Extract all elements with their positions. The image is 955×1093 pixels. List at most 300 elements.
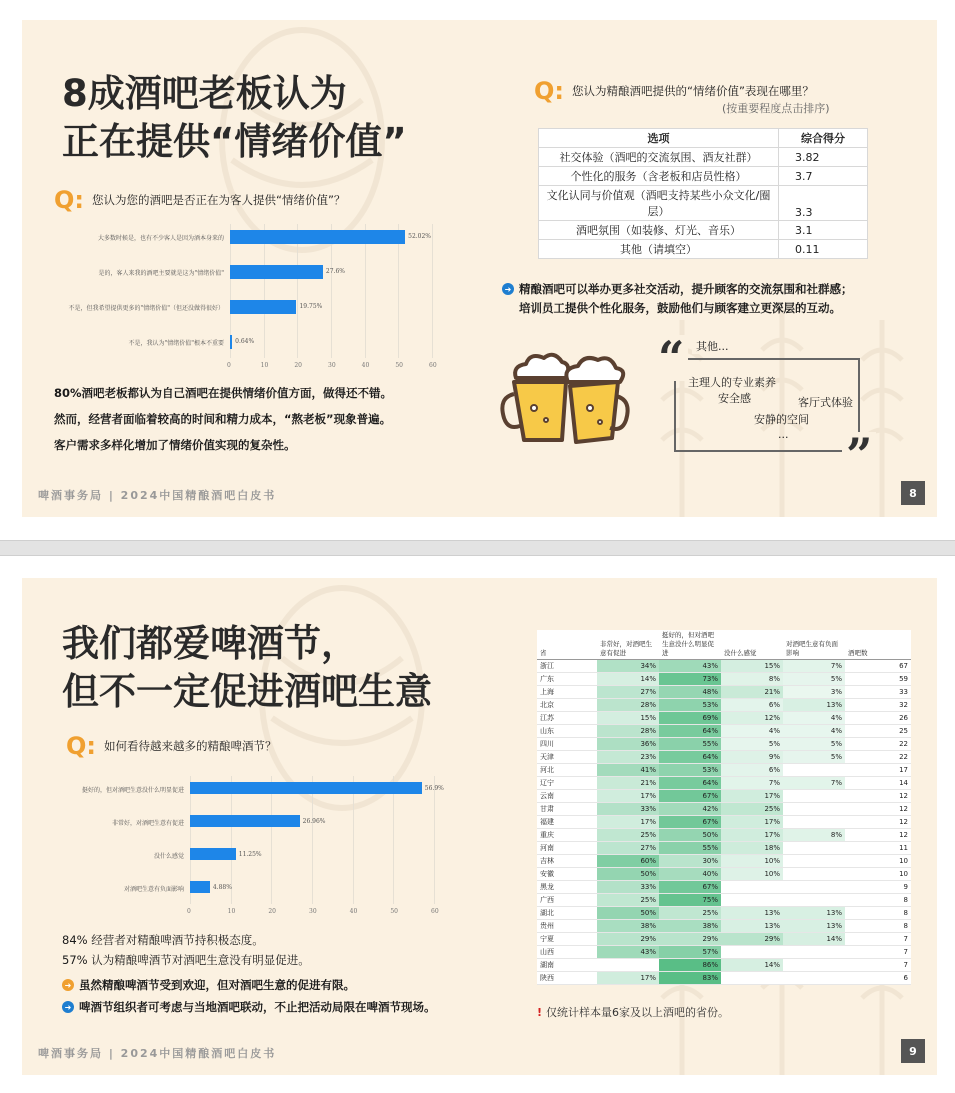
score-table bbox=[538, 128, 868, 259]
pct-cell bbox=[783, 959, 845, 972]
title-line-1: 我们都爱啤酒节， bbox=[62, 622, 358, 665]
bar bbox=[190, 848, 236, 860]
province-cell: 江苏 bbox=[537, 712, 597, 725]
province-cell: 天津 bbox=[537, 751, 597, 764]
count-cell: 33 bbox=[845, 686, 911, 699]
category-label: 不是，但我希望提供更多的"情绪价值"（但还没做得很好） bbox=[68, 305, 224, 312]
quote-word: 其他... bbox=[692, 338, 733, 354]
table-row bbox=[537, 881, 911, 894]
pct-cell: 13% bbox=[783, 907, 845, 920]
summary-text bbox=[62, 930, 310, 970]
page-title bbox=[62, 70, 407, 166]
pct-cell: 29% bbox=[597, 933, 659, 946]
x-tick-label: 10 bbox=[227, 908, 236, 915]
pct-cell bbox=[783, 816, 845, 829]
header-option: 选项 bbox=[539, 129, 779, 148]
pct-cell: 55% bbox=[659, 738, 721, 751]
pct-cell: 5% bbox=[783, 673, 845, 686]
pct-cell: 5% bbox=[721, 738, 783, 751]
bar bbox=[230, 230, 405, 244]
summary-line: 客户需求多样化增加了情绪价值实现的复杂性。 bbox=[54, 438, 296, 452]
table-row bbox=[537, 803, 911, 816]
count-cell: 10 bbox=[845, 855, 911, 868]
count-cell: 59 bbox=[845, 673, 911, 686]
gridline bbox=[434, 776, 435, 904]
province-cell: 安徽 bbox=[537, 868, 597, 881]
quote-open-icon: “ bbox=[654, 335, 688, 381]
province-cell: 广东 bbox=[537, 673, 597, 686]
table-row bbox=[537, 842, 911, 855]
quote-close-icon: ” bbox=[842, 432, 876, 478]
pct-cell: 18% bbox=[721, 842, 783, 855]
question-block bbox=[54, 186, 345, 214]
x-tick-label: 20 bbox=[268, 908, 276, 915]
pct-cell: 8% bbox=[783, 829, 845, 842]
pct-cell: 17% bbox=[721, 790, 783, 803]
pct-cell bbox=[721, 946, 783, 959]
pct-cell: 23% bbox=[597, 751, 659, 764]
x-tick-label: 0 bbox=[227, 362, 231, 369]
table-row bbox=[537, 686, 911, 699]
beer-cheers-icon bbox=[496, 338, 636, 450]
title-line-2: 但不一定促进酒吧生意 bbox=[62, 670, 432, 713]
pct-cell: 4% bbox=[783, 712, 845, 725]
pct-cell: 13% bbox=[783, 699, 845, 712]
pct-cell: 83% bbox=[659, 972, 721, 985]
table-row bbox=[537, 907, 911, 920]
option-cell: 文化认同与价值观（酒吧支持某些小众文化/圈层） bbox=[539, 186, 779, 221]
q-mark: Q: bbox=[534, 77, 564, 105]
pct-cell: 5% bbox=[783, 751, 845, 764]
header-negative: 对酒吧生意有负面影响 bbox=[783, 630, 845, 660]
pct-cell: 7% bbox=[721, 777, 783, 790]
pct-cell: 12% bbox=[721, 712, 783, 725]
x-tick-label: 50 bbox=[395, 362, 403, 369]
warning-icon: ! bbox=[537, 1006, 543, 1019]
slide-9 bbox=[22, 578, 937, 1075]
summary-line: 80%酒吧老板都认为自己酒吧在提供情绪价值方面，做得还不错。 bbox=[54, 386, 393, 400]
table-row bbox=[537, 660, 911, 673]
bar-value-label: 27.6% bbox=[325, 268, 345, 275]
table-row bbox=[537, 933, 911, 946]
pct-cell: 64% bbox=[659, 725, 721, 738]
gridline bbox=[398, 224, 399, 358]
header-no-feeling: 没什么感觉 bbox=[721, 630, 783, 660]
quote-word: 安全感 bbox=[718, 392, 751, 405]
province-cell: 吉林 bbox=[537, 855, 597, 868]
pct-cell: 15% bbox=[597, 712, 659, 725]
bullet-item bbox=[62, 976, 355, 995]
pct-cell: 25% bbox=[659, 907, 721, 920]
header-province: 省 bbox=[537, 630, 597, 660]
title-line-1: 8成酒吧老板认为 bbox=[62, 72, 347, 115]
pct-cell bbox=[721, 972, 783, 985]
pct-cell: 53% bbox=[659, 699, 721, 712]
bar bbox=[230, 335, 232, 349]
table-row bbox=[537, 777, 911, 790]
pct-cell: 10% bbox=[721, 855, 783, 868]
bar bbox=[230, 265, 323, 279]
count-cell: 12 bbox=[845, 790, 911, 803]
pct-cell: 27% bbox=[597, 686, 659, 699]
pct-cell: 25% bbox=[721, 803, 783, 816]
pct-cell: 7% bbox=[783, 660, 845, 673]
count-cell: 17 bbox=[845, 764, 911, 777]
category-label: 非常好，对酒吧生意有促进 bbox=[111, 820, 184, 827]
summary-line: 然而，经营者面临着较高的时间和精力成本，“熬老板”现象普遍。 bbox=[54, 412, 392, 426]
count-cell: 6 bbox=[845, 972, 911, 985]
right-question-text: 您认为精酿酒吧提供的“情绪价值”表现在哪里？ bbox=[572, 84, 814, 98]
pct-cell: 4% bbox=[721, 725, 783, 738]
bar-value-label: 52.02% bbox=[408, 233, 432, 240]
gridline bbox=[432, 224, 433, 358]
page-number: 8 bbox=[901, 481, 925, 505]
count-cell: 67 bbox=[845, 660, 911, 673]
pct-cell: 10% bbox=[721, 868, 783, 881]
pct-cell: 9% bbox=[721, 751, 783, 764]
table-row bbox=[537, 751, 911, 764]
pct-cell: 36% bbox=[597, 738, 659, 751]
pct-cell: 17% bbox=[597, 816, 659, 829]
province-cell: 四川 bbox=[537, 738, 597, 751]
pct-cell: 67% bbox=[659, 881, 721, 894]
pct-cell: 3% bbox=[783, 686, 845, 699]
pct-cell bbox=[721, 881, 783, 894]
score-cell: 3.1 bbox=[779, 221, 868, 240]
pct-cell: 86% bbox=[659, 959, 721, 972]
count-cell: 22 bbox=[845, 751, 911, 764]
pct-cell: 43% bbox=[597, 946, 659, 959]
pct-cell: 29% bbox=[721, 933, 783, 946]
pct-cell: 15% bbox=[721, 660, 783, 673]
table-row bbox=[537, 738, 911, 751]
count-cell: 22 bbox=[845, 738, 911, 751]
pct-cell: 30% bbox=[659, 855, 721, 868]
gridline bbox=[365, 224, 366, 358]
footnote-text: 仅统计样本量6家及以上酒吧的省份。 bbox=[546, 1006, 730, 1019]
bar-value-label: 4.88% bbox=[212, 884, 232, 891]
province-cell: 湖北 bbox=[537, 907, 597, 920]
score-cell: 3.82 bbox=[779, 148, 868, 167]
q-mark: Q: bbox=[54, 186, 84, 214]
pct-cell: 50% bbox=[659, 829, 721, 842]
province-cell: 黑龙 bbox=[537, 881, 597, 894]
pct-cell: 28% bbox=[597, 725, 659, 738]
page-title bbox=[62, 620, 432, 716]
bar-value-label: 19.75% bbox=[299, 303, 323, 310]
x-tick-label: 40 bbox=[349, 908, 358, 915]
pct-cell bbox=[721, 894, 783, 907]
x-tick-label: 30 bbox=[328, 362, 336, 369]
count-cell: 10 bbox=[845, 868, 911, 881]
count-cell: 11 bbox=[845, 842, 911, 855]
pct-cell: 41% bbox=[597, 764, 659, 777]
pct-cell bbox=[783, 842, 845, 855]
bar bbox=[190, 782, 422, 794]
bullet-text: 虽然精酿啤酒节受到欢迎，但对酒吧生意的促进有限。 bbox=[79, 978, 355, 992]
pct-cell bbox=[783, 790, 845, 803]
gridline bbox=[353, 776, 354, 904]
q-mark: Q: bbox=[66, 732, 96, 760]
pct-cell: 6% bbox=[721, 699, 783, 712]
pct-cell: 57% bbox=[659, 946, 721, 959]
province-cell: 宁夏 bbox=[537, 933, 597, 946]
table-row bbox=[539, 186, 868, 221]
pct-cell: 64% bbox=[659, 777, 721, 790]
header-good-no-effect: 挺好的，但对酒吧生意没什么明显促进 bbox=[659, 630, 721, 660]
pct-cell: 48% bbox=[659, 686, 721, 699]
count-cell: 8 bbox=[845, 920, 911, 933]
bullet-text: 啤酒节组织者可考虑与当地酒吧联动，不止把活动局限在啤酒节现场。 bbox=[79, 1000, 436, 1014]
province-cell: 重庆 bbox=[537, 829, 597, 842]
province-cell: 贵州 bbox=[537, 920, 597, 933]
count-cell: 26 bbox=[845, 712, 911, 725]
pct-cell bbox=[783, 868, 845, 881]
gridline bbox=[312, 776, 313, 904]
option-cell: 其他（请填空） bbox=[539, 240, 779, 259]
province-cell: 北京 bbox=[537, 699, 597, 712]
option-cell: 社交体验（酒吧的交流氛围、酒友社群） bbox=[539, 148, 779, 167]
quote-word: 安静的空间 bbox=[754, 413, 809, 426]
category-label: 没什么感觉 bbox=[153, 853, 184, 860]
pct-cell: 14% bbox=[721, 959, 783, 972]
x-tick-label: 0 bbox=[187, 908, 191, 915]
pct-cell: 17% bbox=[721, 829, 783, 842]
gridline bbox=[393, 776, 394, 904]
table-row bbox=[539, 240, 868, 259]
pct-cell: 21% bbox=[721, 686, 783, 699]
x-tick-label: 40 bbox=[361, 362, 370, 369]
x-tick-label: 60 bbox=[429, 362, 437, 369]
pct-cell: 25% bbox=[597, 894, 659, 907]
bar-chart-emotional-value bbox=[22, 220, 462, 380]
arrow-right-icon: ➜ bbox=[62, 979, 74, 991]
right-question-sub: (按重要程度点击排序) bbox=[722, 102, 830, 115]
count-cell: 12 bbox=[845, 803, 911, 816]
pct-cell: 50% bbox=[597, 907, 659, 920]
pct-cell: 5% bbox=[783, 738, 845, 751]
count-cell: 14 bbox=[845, 777, 911, 790]
table-row bbox=[537, 959, 911, 972]
category-label: 大多数时候是，也有不少客人是因为酒本身来的 bbox=[97, 235, 224, 242]
province-cell: 山西 bbox=[537, 946, 597, 959]
slide-separator bbox=[0, 540, 955, 556]
province-heatmap-table bbox=[537, 630, 911, 985]
pct-cell: 28% bbox=[597, 699, 659, 712]
table-row bbox=[537, 868, 911, 881]
province-cell: 河南 bbox=[537, 842, 597, 855]
x-tick-label: 60 bbox=[431, 908, 439, 915]
pct-cell: 69% bbox=[659, 712, 721, 725]
bar bbox=[190, 815, 300, 827]
quote-word: 客厅式体验 bbox=[798, 396, 853, 409]
arrow-right-icon: ➜ bbox=[62, 1001, 74, 1013]
x-tick-label: 50 bbox=[390, 908, 398, 915]
gridline bbox=[271, 776, 272, 904]
table-row bbox=[537, 894, 911, 907]
header-very-good: 非常好，对酒吧生意有促进 bbox=[597, 630, 659, 660]
province-cell: 云南 bbox=[537, 790, 597, 803]
x-tick-label: 10 bbox=[260, 362, 269, 369]
score-cell: 0.11 bbox=[779, 240, 868, 259]
pct-cell bbox=[783, 946, 845, 959]
table-row bbox=[537, 920, 911, 933]
pct-cell: 21% bbox=[597, 777, 659, 790]
summary-line: 84% 经营者对精酿啤酒节持积极态度。 bbox=[62, 933, 264, 947]
table-row bbox=[537, 699, 911, 712]
score-cell: 3.3 bbox=[779, 186, 868, 221]
count-cell: 7 bbox=[845, 959, 911, 972]
table-header-row bbox=[537, 630, 911, 660]
option-cell: 酒吧氛围（如装修、灯光、音乐） bbox=[539, 221, 779, 240]
count-cell: 25 bbox=[845, 725, 911, 738]
pct-cell: 34% bbox=[597, 660, 659, 673]
count-cell: 7 bbox=[845, 946, 911, 959]
option-cell: 个性化的服务（含老板和店员性格） bbox=[539, 167, 779, 186]
province-cell: 浙江 bbox=[537, 660, 597, 673]
table-row bbox=[537, 816, 911, 829]
pct-cell: 73% bbox=[659, 673, 721, 686]
gridline bbox=[331, 224, 332, 358]
pct-cell: 53% bbox=[659, 764, 721, 777]
bar-value-label: 11.25% bbox=[238, 851, 262, 858]
pct-cell: 17% bbox=[721, 816, 783, 829]
bar bbox=[230, 300, 296, 314]
pct-cell: 13% bbox=[721, 907, 783, 920]
table-row bbox=[537, 725, 911, 738]
table-row bbox=[539, 221, 868, 240]
pct-cell: 14% bbox=[783, 933, 845, 946]
pct-cell bbox=[597, 959, 659, 972]
category-label: 是的，客人来我的酒吧主要就是这为"情绪价值" bbox=[98, 270, 224, 277]
pct-cell bbox=[783, 764, 845, 777]
pct-cell: 42% bbox=[659, 803, 721, 816]
slide-8 bbox=[22, 20, 937, 517]
table-header-row bbox=[539, 129, 868, 148]
gridline bbox=[264, 224, 265, 358]
province-cell: 湖南 bbox=[537, 959, 597, 972]
pct-cell: 64% bbox=[659, 751, 721, 764]
insight-line: 精酿酒吧可以举办更多社交活动，提升顾客的交流氛围和社群感； bbox=[519, 282, 853, 296]
pct-cell: 60% bbox=[597, 855, 659, 868]
category-label: 对酒吧生意有负面影响 bbox=[123, 886, 184, 893]
summary-line: 57% 认为精酿啤酒节对酒吧生意没有明显促进。 bbox=[62, 953, 310, 967]
page-number: 9 bbox=[901, 1039, 925, 1063]
footer-brand: 啤酒事务局 | 2024中国精酿酒吧白皮书 bbox=[38, 489, 277, 502]
x-tick-label: 30 bbox=[309, 908, 317, 915]
bar bbox=[190, 881, 210, 893]
bar-value-label: 26.96% bbox=[302, 818, 326, 825]
pct-cell: 8% bbox=[721, 673, 783, 686]
pct-cell: 14% bbox=[597, 673, 659, 686]
bar-value-label: 56.9% bbox=[424, 785, 444, 792]
pct-cell bbox=[783, 881, 845, 894]
pct-cell bbox=[783, 803, 845, 816]
arrow-right-icon: ➜ bbox=[502, 283, 514, 295]
bar-value-label: 0.64% bbox=[235, 338, 255, 345]
category-label: 不是，我认为"情绪价值"根本不重要 bbox=[128, 340, 224, 347]
footer-brand: 啤酒事务局 | 2024中国精酿酒吧白皮书 bbox=[38, 1047, 277, 1060]
pct-cell: 29% bbox=[659, 933, 721, 946]
pct-cell: 17% bbox=[597, 790, 659, 803]
quote-word: 主理人的专业素养 bbox=[688, 376, 776, 389]
pct-cell: 40% bbox=[659, 868, 721, 881]
pct-cell: 17% bbox=[597, 972, 659, 985]
table-row bbox=[537, 790, 911, 803]
question-text: 您认为您的酒吧是否正在为客人提供“情绪价值”？ bbox=[92, 193, 346, 207]
pct-cell bbox=[783, 972, 845, 985]
pct-cell: 6% bbox=[721, 764, 783, 777]
pct-cell: 67% bbox=[659, 816, 721, 829]
table-row bbox=[537, 972, 911, 985]
quote-word: ... bbox=[778, 428, 789, 441]
insight-text bbox=[502, 280, 922, 318]
gridline bbox=[297, 224, 298, 358]
pct-cell: 13% bbox=[783, 920, 845, 933]
province-cell: 甘肃 bbox=[537, 803, 597, 816]
count-cell: 12 bbox=[845, 816, 911, 829]
pct-cell: 7% bbox=[783, 777, 845, 790]
table-row bbox=[539, 148, 868, 167]
province-cell: 山东 bbox=[537, 725, 597, 738]
province-cell: 广西 bbox=[537, 894, 597, 907]
pct-cell bbox=[783, 894, 845, 907]
summary-text bbox=[54, 380, 392, 458]
table-row bbox=[539, 167, 868, 186]
pct-cell: 13% bbox=[721, 920, 783, 933]
table-row bbox=[537, 946, 911, 959]
pct-cell: 33% bbox=[597, 803, 659, 816]
count-cell: 32 bbox=[845, 699, 911, 712]
province-cell: 上海 bbox=[537, 686, 597, 699]
header-bar-count: 酒吧数 bbox=[845, 630, 911, 660]
count-cell: 12 bbox=[845, 829, 911, 842]
table-row bbox=[537, 673, 911, 686]
table-row bbox=[537, 712, 911, 725]
pct-cell: 43% bbox=[659, 660, 721, 673]
pct-cell: 75% bbox=[659, 894, 721, 907]
province-cell: 河北 bbox=[537, 764, 597, 777]
pct-cell: 27% bbox=[597, 842, 659, 855]
pct-cell bbox=[783, 855, 845, 868]
footnote bbox=[537, 1004, 729, 1020]
table-row bbox=[537, 764, 911, 777]
table-row bbox=[537, 855, 911, 868]
x-tick-label: 20 bbox=[294, 362, 302, 369]
count-cell: 7 bbox=[845, 933, 911, 946]
pct-cell: 38% bbox=[597, 920, 659, 933]
bullet-item bbox=[62, 998, 436, 1017]
table-row bbox=[537, 829, 911, 842]
bar-chart-beer-festival bbox=[22, 776, 462, 924]
pct-cell: 25% bbox=[597, 829, 659, 842]
pct-cell: 67% bbox=[659, 790, 721, 803]
count-cell: 9 bbox=[845, 881, 911, 894]
question-block bbox=[66, 732, 277, 760]
category-label: 挺好的，但对酒吧生意没什么明显促进 bbox=[81, 787, 184, 794]
question-text: 如何看待越来越多的精酿啤酒节？ bbox=[104, 739, 277, 753]
title-line-2: 正在提供“情绪价值” bbox=[62, 120, 407, 163]
province-cell: 陕西 bbox=[537, 972, 597, 985]
pct-cell: 50% bbox=[597, 868, 659, 881]
score-cell: 3.7 bbox=[779, 167, 868, 186]
count-cell: 8 bbox=[845, 894, 911, 907]
pct-cell: 33% bbox=[597, 881, 659, 894]
pct-cell: 38% bbox=[659, 920, 721, 933]
province-cell: 辽宁 bbox=[537, 777, 597, 790]
province-cell: 福建 bbox=[537, 816, 597, 829]
header-score: 综合得分 bbox=[779, 129, 868, 148]
